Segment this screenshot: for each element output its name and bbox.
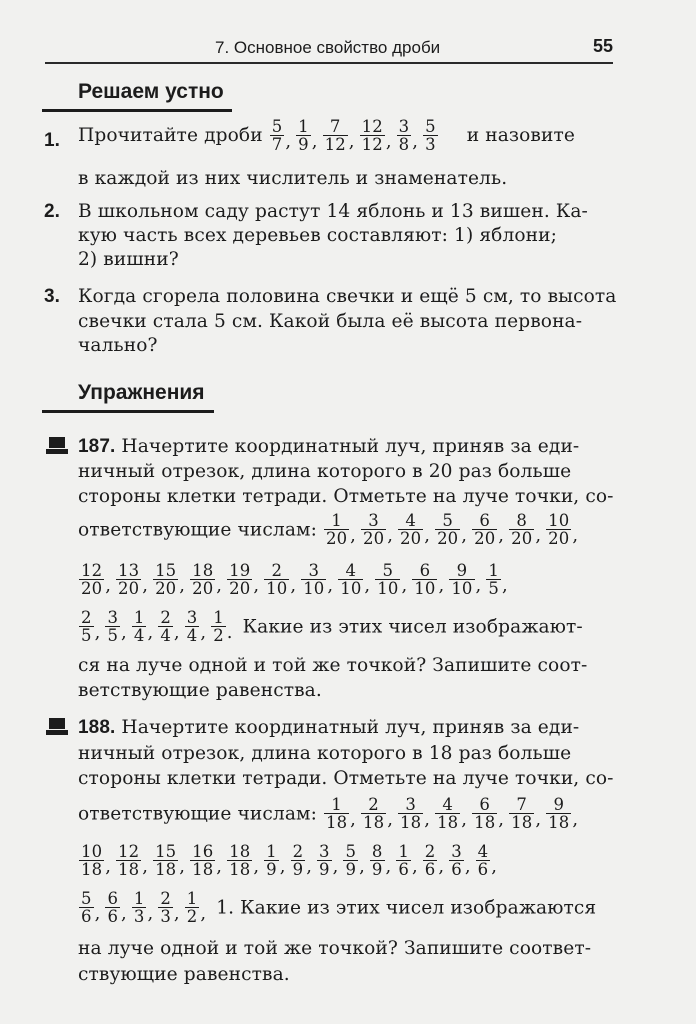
problem-3-line-2: свечки стала 5 см. Какой была её высота первона-	[78, 311, 583, 332]
page-number: 55	[592, 36, 613, 56]
fraction-numerator: 2	[271, 561, 283, 580]
fraction	[158, 890, 173, 926]
fraction-numerator: 8	[516, 511, 528, 530]
computer-icon	[46, 718, 68, 736]
fraction	[291, 843, 306, 879]
fraction-denominator: 18	[400, 813, 422, 833]
fraction-numerator: 6	[107, 889, 119, 908]
punctuation: ,	[535, 524, 542, 546]
fraction-denominator: 18	[81, 860, 103, 880]
fraction-numerator: 16	[192, 842, 214, 861]
punctuation: ,	[253, 855, 260, 877]
exercise-188-line-1: 188. Начертите координатный луч, приняв за еди-	[78, 717, 580, 738]
fraction-denominator: 7	[271, 135, 283, 155]
punctuation: ,	[572, 808, 579, 830]
exercise-188-line-7: ствующие равенства.	[78, 964, 290, 985]
fraction	[153, 843, 178, 879]
fraction-numerator: 7	[329, 117, 341, 136]
fraction-denominator: 4	[186, 626, 198, 646]
fraction-numerator: 2	[424, 842, 436, 861]
fraction-numerator: 12	[361, 117, 383, 136]
problem-1-line-1: Прочитайте дроби $\frac{5}{7}$ , $\frac{1}{9}$ , $\frac{7}{12}$ , $\frac{12}{12}$ , $\frac{3}{8}$ , $\frac{5}{3}$ и назовите	[78, 117, 575, 155]
fraction	[185, 609, 200, 645]
fraction-denominator: 20	[511, 529, 533, 549]
fraction	[343, 843, 358, 879]
fraction-numerator: 5	[442, 511, 453, 530]
fraction-numerator: 15	[155, 842, 177, 861]
exercise-187-line-1: 187. Начертите координатный луч, приняв за еди-	[78, 436, 580, 457]
fraction	[185, 890, 200, 926]
punctuation: ,	[200, 902, 207, 924]
fraction-list	[78, 608, 237, 646]
fraction-numerator: 6	[479, 795, 490, 814]
fraction-denominator: 8	[398, 135, 410, 155]
punctuation: ,	[253, 574, 260, 596]
fraction-numerator: 1	[398, 842, 409, 861]
fraction-denominator: 4	[133, 626, 145, 646]
fraction	[486, 562, 501, 598]
fraction	[396, 843, 411, 879]
exercise-188-line-6: на луче одной и той же точкой? Запишите соответ-	[78, 938, 592, 959]
fraction-numerator: 1	[213, 608, 224, 627]
punctuation: ,	[424, 524, 431, 546]
fraction-numerator: 7	[516, 795, 528, 814]
fraction-numerator: 13	[118, 561, 140, 580]
fraction-denominator: 10	[414, 579, 436, 599]
fraction-numerator: 5	[425, 117, 436, 136]
fraction	[79, 562, 104, 598]
fraction-numerator: 3	[405, 795, 416, 814]
fraction-denominator: 20	[81, 579, 103, 599]
fraction	[79, 890, 94, 926]
fraction	[423, 118, 438, 154]
punctuation: ,	[142, 574, 149, 596]
fraction-denominator: 18	[437, 813, 459, 833]
running-header	[45, 36, 613, 64]
punctuation: ,	[385, 130, 392, 152]
punctuation: ,	[179, 574, 186, 596]
fraction-numerator: 5	[382, 561, 394, 580]
section-heading-oral: Решаем устно	[78, 80, 224, 104]
punctuation: ,	[535, 808, 542, 830]
exercise-number: 188.	[78, 717, 116, 738]
fraction-denominator: 20	[363, 529, 385, 549]
fraction	[132, 890, 147, 926]
punctuation: ,	[173, 621, 180, 643]
fraction	[472, 796, 497, 832]
fraction-numerator: 10	[81, 842, 103, 861]
problem-number: 3.	[44, 286, 60, 307]
punctuation: ,	[572, 524, 579, 546]
fraction	[449, 562, 474, 598]
fraction-denominator: 20	[118, 579, 140, 599]
fraction-numerator: 1	[186, 889, 198, 908]
fraction-numerator: 2	[81, 608, 92, 627]
fraction-denominator: 18	[118, 860, 140, 880]
exercise-number: 187.	[78, 436, 116, 457]
fraction	[398, 796, 423, 832]
fraction	[323, 118, 348, 154]
fraction	[472, 512, 497, 548]
punctuation: ,	[424, 808, 431, 830]
fraction-denominator: 10	[303, 579, 325, 599]
fraction	[116, 843, 141, 879]
fraction-numerator: 19	[229, 561, 251, 580]
fraction-numerator: 4	[405, 511, 416, 530]
fraction-numerator: 2	[368, 795, 379, 814]
fraction	[435, 512, 460, 548]
fraction-denominator: 18	[474, 813, 496, 833]
fraction-denominator: 10	[340, 579, 362, 599]
fraction-numerator: 3	[186, 608, 198, 627]
punctuation: ,	[311, 130, 318, 152]
fraction-numerator: 3	[451, 842, 462, 861]
exercise-188-line-3: стороны клетки тетради. Отметьте на луче точки, со-	[78, 768, 614, 789]
fraction-numerator: 1	[331, 511, 342, 530]
problem-1-line-2: в каждой из них числитель и знаменатель.	[78, 168, 508, 189]
fraction-numerator: 2	[160, 889, 171, 908]
fraction-numerator: 3	[319, 842, 330, 861]
fraction-denominator: 6	[398, 860, 409, 880]
punctuation: ,	[105, 574, 112, 596]
fraction	[361, 796, 386, 832]
fraction-list	[269, 117, 439, 155]
fraction-denominator: 9	[319, 860, 330, 880]
fraction-numerator: 4	[442, 795, 453, 814]
fraction	[190, 843, 215, 879]
fraction-denominator: 10	[377, 579, 399, 599]
fraction	[79, 609, 94, 645]
fraction-denominator: 9	[292, 860, 304, 880]
exercise-188-fraction-row	[78, 843, 501, 879]
fraction-numerator: 12	[81, 561, 103, 580]
punctuation: ,	[461, 524, 468, 546]
fraction	[423, 843, 438, 879]
fraction-denominator: 5	[488, 579, 499, 599]
fraction-denominator: 18	[155, 860, 177, 880]
fraction-numerator: 12	[118, 842, 140, 861]
fraction-numerator: 1	[133, 889, 145, 908]
fraction	[301, 562, 326, 598]
fraction-denominator: 9	[345, 860, 357, 880]
punctuation: ,	[216, 855, 223, 877]
fraction-denominator: 18	[363, 813, 385, 833]
fraction-numerator: 5	[81, 889, 92, 908]
fraction	[449, 843, 464, 879]
punctuation: ,	[464, 855, 471, 877]
fraction-numerator: 1	[488, 561, 499, 580]
fraction	[546, 796, 571, 832]
fraction-list	[78, 842, 501, 880]
fraction	[509, 512, 534, 548]
fraction-numerator: 1	[298, 117, 309, 136]
fraction-denominator: 10	[266, 579, 288, 599]
fraction	[296, 118, 311, 154]
punctuation: .	[226, 621, 233, 643]
punctuation: ,	[461, 808, 468, 830]
punctuation: ,	[121, 902, 127, 924]
problem-number: 1.	[44, 130, 60, 151]
fraction	[338, 562, 363, 598]
fraction	[158, 609, 173, 645]
punctuation: ,	[216, 574, 223, 596]
fraction-numerator: 9	[456, 561, 468, 580]
fraction	[317, 843, 332, 879]
exercise-188-line-4: ответствующие числам: $\frac{1}{18}$ , $\frac{2}{18}$ , $\frac{3}{18}$ , $\frac{4}{18}$ , $\frac{6}{18}$ , $\frac{7}{18}$ , $\frac{9}{18}$ ,	[78, 796, 582, 832]
punctuation: ,	[173, 902, 180, 924]
fraction	[360, 118, 385, 154]
fraction	[211, 609, 226, 645]
punctuation: ,	[411, 855, 418, 877]
punctuation: ,	[438, 855, 445, 877]
fraction-denominator: 20	[474, 529, 496, 549]
fraction	[116, 562, 141, 598]
fraction	[476, 843, 491, 879]
fraction-denominator: 20	[229, 579, 251, 599]
computer-icon	[46, 437, 68, 455]
fraction-denominator: 6	[424, 860, 436, 880]
fraction-numerator: 3	[308, 561, 320, 580]
punctuation: ,	[401, 574, 408, 596]
punctuation: ,	[387, 808, 394, 830]
punctuation: ,	[105, 855, 112, 877]
problem-2-line-1: В школьном саду растут 14 яблонь и 13 вишен. Ка-	[78, 201, 588, 222]
fraction-numerator: 3	[398, 117, 410, 136]
fraction-numerator: 18	[229, 842, 251, 861]
punctuation: ,	[200, 621, 207, 643]
fraction-denominator: 3	[160, 907, 171, 927]
problem-2-line-2: кую часть всех деревьев составляют: 1) яблони;	[78, 225, 558, 246]
fraction-denominator: 3	[133, 907, 145, 927]
fraction	[227, 843, 252, 879]
fraction	[190, 562, 215, 598]
fraction-denominator: 9	[371, 860, 383, 880]
fraction	[435, 796, 460, 832]
exercise-187-line-6: ся на луче одной и той же точкой? Запишите соот-	[78, 655, 588, 676]
fraction-denominator: 18	[192, 860, 214, 880]
punctuation: ,	[350, 808, 356, 830]
problem-number: 2.	[44, 201, 60, 222]
punctuation: ,	[475, 574, 482, 596]
fraction	[509, 796, 534, 832]
punctuation: ,	[147, 902, 154, 924]
punctuation: ,	[501, 574, 508, 596]
fraction-denominator: 5	[107, 626, 119, 646]
fraction-numerator: 9	[553, 795, 565, 814]
problem-3-line-1: Когда сгорела половина свечки и ещё 5 см, то высота	[78, 286, 617, 307]
exercise-187-fraction-row	[78, 562, 512, 598]
fraction-numerator: 18	[192, 561, 214, 580]
punctuation: ,	[387, 524, 394, 546]
punctuation: ,	[147, 621, 154, 643]
fraction	[398, 512, 423, 548]
problem-3-line-3: чально?	[78, 335, 158, 356]
punctuation: ,	[385, 855, 392, 877]
fraction-numerator: 1	[133, 608, 145, 627]
fraction-numerator: 10	[548, 511, 570, 530]
fraction-denominator: 20	[155, 579, 177, 599]
punctuation: ,	[438, 574, 445, 596]
punctuation: ,	[179, 855, 186, 877]
fraction	[264, 843, 279, 879]
punctuation: ,	[332, 855, 339, 877]
fraction-list	[78, 889, 210, 927]
punctuation: ,	[290, 574, 297, 596]
fraction-numerator: 2	[292, 842, 304, 861]
fraction-numerator: 4	[477, 842, 489, 861]
fraction-denominator: 5	[81, 626, 92, 646]
fraction-numerator: 8	[371, 842, 383, 861]
fraction	[227, 562, 252, 598]
fraction-denominator: 20	[192, 579, 214, 599]
fraction-denominator: 18	[229, 860, 251, 880]
punctuation: ,	[306, 855, 313, 877]
fraction	[105, 890, 120, 926]
punctuation: ,	[359, 855, 365, 877]
fraction	[375, 562, 400, 598]
fraction-denominator: 9	[298, 135, 309, 155]
fraction-denominator: 2	[186, 907, 198, 927]
exercise-188-line-2: ничный отрезок, длина которого в 18 раз больше	[78, 743, 572, 764]
exercise-187-line-4: ответствующие числам: $\frac{1}{20}$ , $\frac{3}{20}$ , $\frac{4}{20}$ , $\frac{5}{20}$ , $\frac{6}{20}$ , $\frac{8}{20}$ , $\frac{10}{20}$ ,	[78, 512, 582, 548]
exercise-187-line-2: ничный отрезок, длина которого в 20 раз больше	[78, 461, 572, 482]
punctuation: ,	[412, 130, 419, 152]
fraction	[105, 609, 120, 645]
exercise-187-line-7: ветствующие равенства.	[78, 680, 322, 701]
fraction-denominator: 10	[451, 579, 473, 599]
punctuation: ,	[279, 855, 286, 877]
punctuation: ,	[364, 574, 371, 596]
fraction	[153, 562, 178, 598]
fraction-denominator: 4	[160, 626, 171, 646]
fraction-denominator: 20	[325, 529, 348, 549]
fraction-denominator: 18	[325, 813, 348, 833]
fraction-numerator: 5	[271, 117, 283, 136]
heading-underline	[42, 410, 214, 413]
fraction-numerator: 2	[160, 608, 171, 627]
punctuation: ,	[94, 902, 101, 924]
fraction-numerator: 5	[345, 842, 357, 861]
fraction-denominator: 6	[451, 860, 462, 880]
fraction-numerator: 6	[419, 561, 431, 580]
fraction-denominator: 12	[324, 135, 346, 155]
fraction-denominator: 6	[477, 860, 489, 880]
fraction	[370, 843, 385, 879]
fraction-numerator: 3	[107, 608, 119, 627]
fraction	[324, 796, 349, 832]
fraction-numerator: 15	[155, 561, 177, 580]
punctuation: ,	[94, 621, 101, 643]
fraction-numerator: 4	[345, 561, 357, 580]
punctuation: ,	[491, 855, 498, 877]
fraction	[79, 843, 104, 879]
punctuation: ,	[285, 130, 292, 152]
punctuation: ,	[327, 574, 334, 596]
exercise-188-line-5: $\frac{5}{6}$ , $\frac{6}{6}$ , $\frac{1}{3}$ , $\frac{2}{3}$ , $\frac{1}{2}$ , 1. Какие из этих чисел изображаются	[78, 890, 596, 926]
fraction-denominator: 18	[548, 813, 570, 833]
fraction	[397, 118, 412, 154]
fraction-denominator: 6	[81, 907, 92, 927]
fraction	[324, 512, 349, 548]
header-title: 7. Основное свойство дроби	[215, 38, 441, 57]
fraction-denominator: 20	[548, 529, 570, 549]
fraction-numerator: 1	[266, 842, 277, 861]
fraction-denominator: 9	[266, 860, 277, 880]
fraction-list	[78, 561, 512, 599]
fraction	[412, 562, 437, 598]
fraction-denominator: 18	[511, 813, 533, 833]
exercise-187-line-3: стороны клетки тетради. Отметьте на луче точки, со-	[78, 486, 614, 507]
punctuation: ,	[348, 130, 355, 152]
exercise-187-line-5: $\frac{2}{5}$ , $\frac{3}{5}$ , $\frac{1}{4}$ , $\frac{2}{4}$ , $\frac{3}{4}$ , $\frac{1}{2}$ . Какие из этих чисел изображают-	[78, 609, 583, 645]
punctuation: ,	[121, 621, 127, 643]
fraction	[264, 562, 289, 598]
punctuation: ,	[142, 855, 149, 877]
fraction	[546, 512, 571, 548]
punctuation: ,	[498, 524, 505, 546]
fraction-numerator: 3	[368, 511, 379, 530]
fraction-denominator: 6	[107, 907, 119, 927]
problem-2-line-3: 2) вишни?	[78, 249, 179, 270]
fraction-numerator: 1	[331, 795, 342, 814]
fraction	[270, 118, 285, 154]
fraction-denominator: 12	[361, 135, 383, 155]
punctuation: ,	[498, 808, 505, 830]
fraction-denominator: 3	[425, 135, 436, 155]
fraction-numerator: 6	[479, 511, 490, 530]
heading-underline	[42, 109, 232, 112]
fraction-denominator: 20	[400, 529, 422, 549]
fraction	[132, 609, 147, 645]
fraction-denominator: 20	[437, 529, 459, 549]
punctuation: ,	[350, 524, 356, 546]
fraction-denominator: 2	[213, 626, 224, 646]
fraction	[361, 512, 386, 548]
section-heading-exercises: Упражнения	[78, 381, 205, 405]
